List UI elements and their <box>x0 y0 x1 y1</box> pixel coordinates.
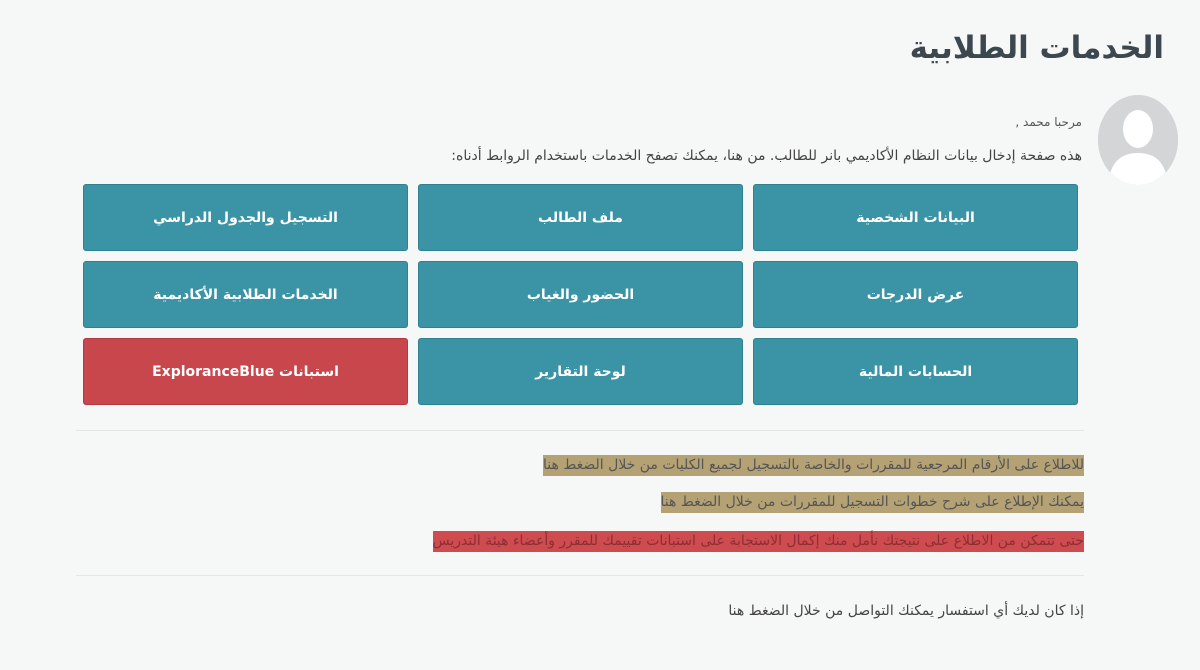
greeting-text: مرحبا محمد , <box>1015 115 1082 129</box>
academic-services-button[interactable]: الخدمات الطلابية الأكاديمية <box>83 261 408 328</box>
divider <box>76 430 1084 431</box>
services-grid <box>84 184 1078 405</box>
avatar <box>1098 95 1178 185</box>
user-silhouette-icon <box>1098 95 1178 185</box>
registration-steps-link[interactable]: يمكنك الإطلاع على شرح خطوات التسجيل للمقررات من خلال الضغط هنا <box>661 492 1084 513</box>
course-reference-numbers-link[interactable]: للاطلاع على الأرقام المرجعية للمقررات والخاصة بالتسجيل لجميع الكليات من خلال الضغط هنا <box>543 455 1084 476</box>
page-title: الخدمات الطلابية <box>909 30 1164 66</box>
explorance-surveys-button[interactable]: استبانات ExploranceBlue <box>83 338 408 405</box>
reports-dashboard-button[interactable]: لوحة التقارير <box>418 338 743 405</box>
contact-link[interactable]: إذا كان لديك أي استفسار يمكنك التواصل من خلال الضغط هنا <box>728 603 1084 619</box>
view-grades-button[interactable]: عرض الدرجات <box>753 261 1078 328</box>
attendance-button[interactable]: الحضور والغياب <box>418 261 743 328</box>
survey-completion-notice[interactable]: حتى تتمكن من الاطلاع على نتيجتك نأمل منك إكمال الاستجابة على استبانات تقييمك للمقرر وأعضاء هيئة التدريس <box>433 531 1085 552</box>
divider <box>76 575 1084 576</box>
intro-text: هذه صفحة إدخال بيانات النظام الأكاديمي بانر للطالب. من هنا، يمكنك تصفح الخدمات باستخدام الروابط أدناه: <box>451 148 1082 164</box>
personal-info-button[interactable]: البيانات الشخصية <box>753 184 1078 251</box>
student-profile-button[interactable]: ملف الطالب <box>418 184 743 251</box>
financial-accounts-button[interactable]: الحسابات المالية <box>753 338 1078 405</box>
registration-schedule-button[interactable]: التسجيل والجدول الدراسي <box>83 184 408 251</box>
